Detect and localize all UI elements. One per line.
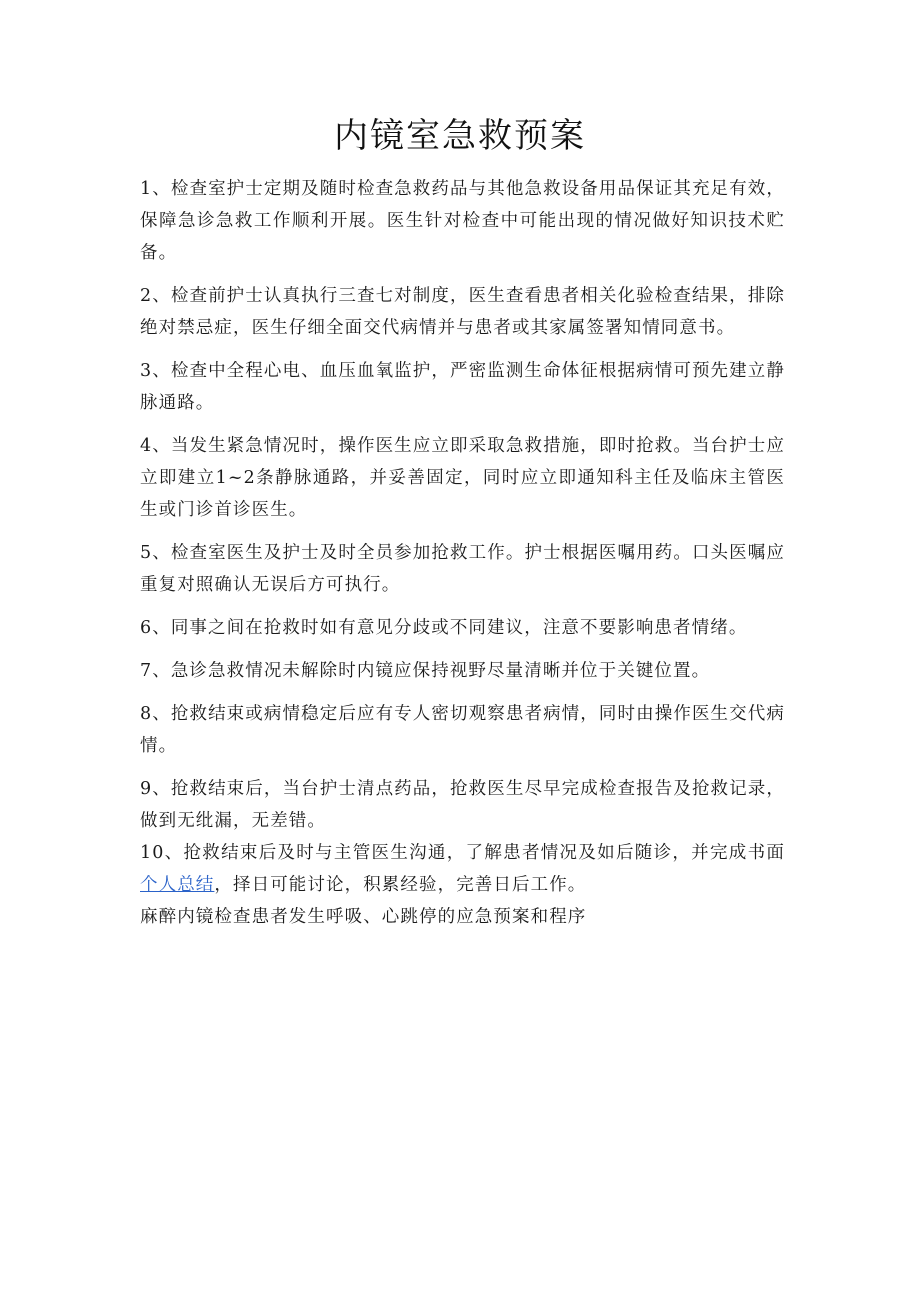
paragraph-8: 8、抢救结束或病情稳定后应有专人密切观察患者病情，同时由操作医生交代病情。: [140, 704, 785, 756]
paragraph-2: 2、检查前护士认真执行三查七对制度，医生查看患者相关化验检查结果，排除绝对禁忌症，医生仔细全面交代病情并与患者或其家属签署知情同意书。: [140, 286, 785, 338]
paragraph-4: 4、当发生紧急情况时，操作医生应立即采取急救措施，即时抢救。当台护士应立即建立1~2条静脉通路，并妥善固定，同时应立即通知科主任及临床主管医生或门诊首诊医生。: [140, 436, 785, 520]
paragraph-10-text-after: ，择日可能讨论，积累经验，完善日后工作。: [214, 875, 587, 895]
paragraph-10-text-before: 10、抢救结束后及时与主管医生沟通，了解患者情况及如后随诊，并完成书面: [140, 843, 785, 863]
document-title: 内镜室急救预案: [334, 116, 586, 156]
paragraph-6: 6、同事之间在抢救时如有意见分歧或不同建议，注意不要影响患者情绪。: [140, 618, 748, 638]
document-body: [140, 173, 785, 933]
paragraph-7: 7、急诊急救情况未解除时内镜应保持视野尽量清晰并位于关键位置。: [140, 661, 711, 681]
paragraph-3: 3、检查中全程心电、血压血氧监护，严密监测生命体征根据病情可预先建立静脉通路。: [140, 361, 785, 413]
footer-line: 麻醉内镜检查患者发生呼吸、心跳停的应急预案和程序: [140, 907, 587, 927]
paragraph-9: 9、抢救结束后，当台护士清点药品，抢救医生尽早完成检查报告及抢救记录，做到无纰漏，无差错。: [140, 779, 785, 831]
paragraph-1: 1、检查室护士定期及随时检查急救药品与其他急救设备用品保证其充足有效，保障急诊急救工作顺利开展。医生针对检查中可能出现的情况做好知识技术贮备。: [140, 179, 785, 263]
paragraph-5: 5、检查室医生及护士及时全员参加抢救工作。护士根据医嘱用药。口头医嘱应重复对照确认无误后方可执行。: [140, 543, 785, 595]
personal-summary-link[interactable]: 个人总结: [140, 875, 215, 895]
paragraph-10: [140, 837, 785, 901]
